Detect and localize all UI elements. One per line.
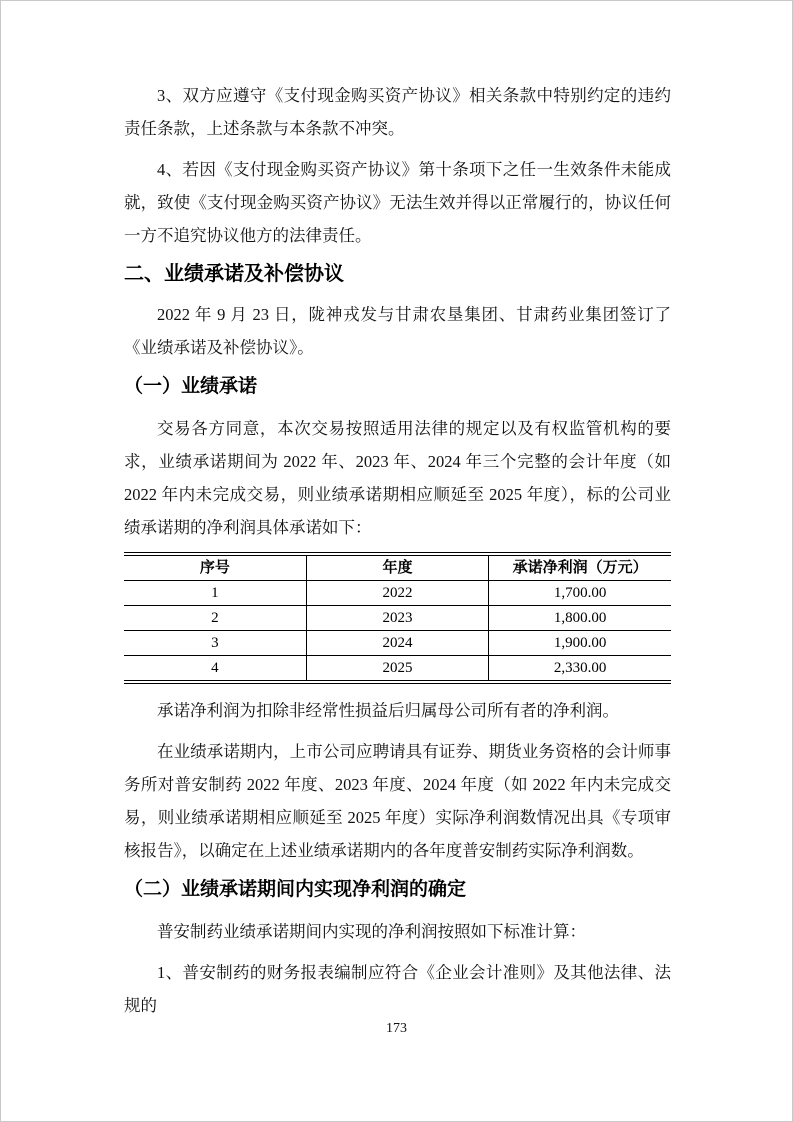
subsection-1-paragraph-1: 交易各方同意，本次交易按照适用法律的规定以及有权监管机构的要求，业绩承诺期间为 2022 年、2023 年、2024 年三个完整的会计年度（如 2022 年内未完成交易，则业绩承诺期相应顺延至 2025 年度），标的公司业绩承诺期的净利润具体承诺如下：: [124, 419, 671, 537]
table-row: [124, 656, 671, 683]
section-heading: 二、业绩承诺及补偿协议: [124, 263, 344, 285]
cell-profit: 1,800.00: [489, 606, 671, 631]
subsection-2-paragraph-1: 普安制药业绩承诺期间内实现的净利润按照如下标准计算：: [157, 922, 586, 941]
document-content: [1, 1, 792, 1022]
cell-index: 3: [124, 631, 306, 656]
subsection-1-paragraph-3: 在业绩承诺期内，上市公司应聘请具有证券、期货业务资格的会计师事务所对普安制药 2022 年度、2023 年度、2024 年度（如 2022 年内未完成交易，则业绩承诺期相应顺延至 2025 年度）实际净利润数情况出具《专项审核报告》，以确定在上述业绩承诺期内的各年度普安制药实际净利润数。: [124, 742, 671, 860]
paragraph-clause-4: 4、若因《支付现金购买资产协议》第十条项下之任一生效条件未能成就，致使《支付现金购买资产协议》无法生效并得以正常履行的，协议任何一方不追究协议他方的法律责任。: [124, 160, 671, 245]
cell-index: 4: [124, 656, 306, 683]
cell-year: 2023: [306, 606, 488, 631]
cell-profit: 2,330.00: [489, 656, 671, 683]
commitment-table: [124, 552, 671, 684]
cell-profit: 1,700.00: [489, 581, 671, 606]
subsection-1-heading: （一）业绩承诺: [124, 376, 258, 397]
subsection-1-paragraph-2: 承诺净利润为扣除非经常性损益后归属母公司所有者的净利润。: [157, 701, 619, 720]
table-row: [124, 581, 671, 606]
column-header-year: 年度: [306, 554, 488, 581]
column-header-index: 序号: [124, 554, 306, 581]
cell-index: 1: [124, 581, 306, 606]
column-header-promised-profit: 承诺净利润（万元）: [489, 554, 671, 581]
cell-index: 2: [124, 606, 306, 631]
subsection-2-paragraph-2: 1、普安制药的财务报表编制应符合《企业会计准则》及其他法律、法规的: [124, 963, 671, 1015]
table-header-row: [124, 554, 671, 581]
table-row: [124, 631, 671, 656]
table-row: [124, 606, 671, 631]
cell-year: 2024: [306, 631, 488, 656]
paragraph-clause-3: 3、双方应遵守《支付现金购买资产协议》相关条款中特别约定的违约责任条款，上述条款与本条款不冲突。: [124, 86, 671, 138]
cell-year: 2022: [306, 581, 488, 606]
section-intro-paragraph: 2022 年 9 月 23 日，陇神戎发与甘肃农垦集团、甘肃药业集团签订了《业绩承诺及补偿协议》。: [124, 305, 671, 357]
page-number: 173: [386, 1021, 407, 1036]
subsection-2-heading: （二）业绩承诺期间内实现净利润的确定: [124, 879, 467, 900]
cell-year: 2025: [306, 656, 488, 683]
cell-profit: 1,900.00: [489, 631, 671, 656]
